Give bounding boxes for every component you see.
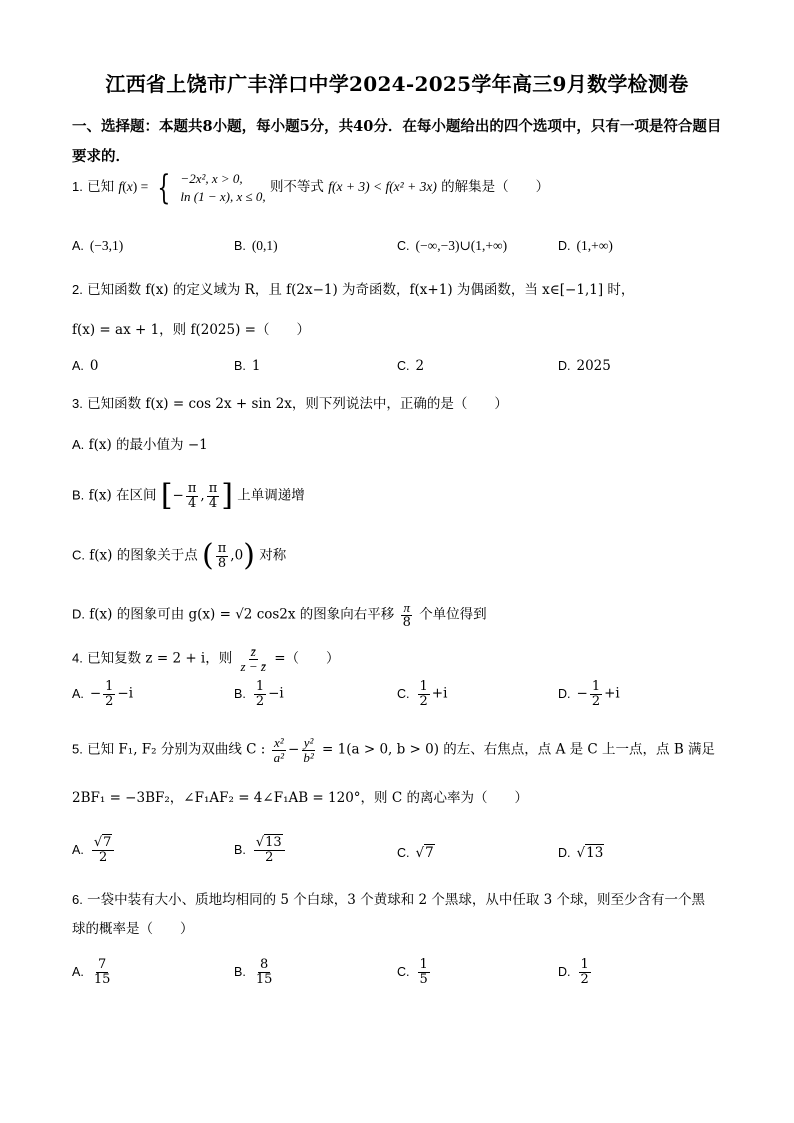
piece-2: ln (1 − x), x ≤ 0, — [180, 188, 266, 204]
option-d-pre: f(x) 的图象可由 g(x) = √2 cos2x 的图象向右平移 — [89, 606, 395, 623]
inequality: f(x + 3) < f(x² + 3x) — [328, 179, 437, 195]
question-number: 3. — [72, 396, 83, 411]
option-b[interactable]: B. 1 — [234, 358, 261, 374]
options-q5 — [72, 836, 722, 876]
option-a[interactable]: A. − $\frac{1}{2}$ −i — [72, 679, 134, 709]
question-line-2: 球的概率是（ ） — [72, 921, 194, 937]
option-d-post: 个单位得到 — [419, 606, 487, 623]
question-line-2: f(x) = ax + 1，则 f(2025) =（ ） — [72, 322, 310, 338]
question-stem-post: =（ ） — [274, 650, 340, 667]
option-b-pre: f(x) 在区间 — [88, 487, 157, 504]
option-d[interactable]: D. (1,+∞) — [558, 238, 613, 253]
option-d[interactable]: D. $\frac{1}{2}$ — [558, 957, 589, 987]
question-line-1-post: = 1(a > 0, b > 0) 的左、右焦点，点 A 是 C 上一点，点 B 满足 — [322, 741, 716, 758]
question-number: 4. — [72, 650, 83, 666]
option-b-post: 上单调递增 — [237, 487, 305, 504]
option-c-post: 对称 — [259, 547, 287, 564]
question-line-1: 一袋中装有大小、质地均相同的 5 个白球，3 个黄球和 2 个黑球，从中任取 3 个球，则至少含有一个黑 — [87, 892, 706, 908]
option-c[interactable]: C. 2 — [397, 358, 425, 374]
question-4: 4. 已知复数 z = 2 + i，则 $\frac{z̄}{z - z̄}$ =（ ） — [72, 644, 340, 674]
option-c-pre: f(x) 的图象关于点 — [89, 547, 198, 564]
page-title: 江西省上饶市广丰洋口中学2024-2025学年高三9月数学检测卷 — [105, 72, 689, 96]
options-q6 — [72, 958, 722, 998]
question-number: 1. — [72, 179, 83, 195]
option-b[interactable]: B. $\frac{1}{2}$ −i — [234, 679, 284, 709]
cases-brace: { — [157, 167, 171, 208]
question-line-1: 已知函数 f(x) 的定义域为 R，且 f(2x−1) 为奇函数，f(x+1) 为偶函数，当 x∈[−1,1] 时， — [87, 282, 635, 298]
question-line-2: 2BF₁ = −3BF₂，∠F₁AF₂ = 4∠F₁AB = 120°，则 C 的离心率为（ ） — [72, 790, 528, 806]
piecewise-cases — [180, 170, 265, 205]
question-2-line-2 — [72, 322, 310, 338]
option-c[interactable]: C. $\frac{1}{2}$ +i — [397, 679, 448, 709]
question-stem-pre: 已知复数 z = 2 + i，则 — [87, 650, 233, 667]
option-a[interactable]: A. 0 — [72, 358, 99, 374]
question-5-line-2 — [72, 790, 528, 806]
question-stem-suffix: 的解集是（ ） — [441, 179, 550, 196]
option-a-text: f(x) 的最小值为 −1 — [88, 437, 208, 453]
option-a[interactable]: A. $\frac{7}{15}$ — [72, 957, 111, 987]
options-q4 — [72, 680, 722, 720]
section-heading: 一、选择题：本题共8小题，每小题5分，共40分．在每小题给出的四个选项中，只有一项是符合题目要求的． — [72, 118, 722, 165]
option-b[interactable]: B. $\frac{8}{15}$ — [234, 957, 273, 987]
option-c[interactable]: C. √7 — [397, 845, 434, 861]
piece-1: −2x², x > 0, — [180, 171, 243, 186]
question-3 — [72, 396, 508, 412]
question-5: 5. 已知 F₁, F₂ 分别为双曲线 C : $\frac{\text{x²}}{\text{a²}}$ − $\frac{\text{y²}}{\text{b²}}$ = 1(a > 0, b > 0) 的左、右焦点，点 A 是 C 上一点，点 B 满足 — [72, 735, 716, 765]
function-label: f(x) = — [118, 179, 149, 195]
option-d[interactable]: D. − $\frac{1}{2}$ +i — [558, 679, 620, 709]
option-d[interactable]: D. 2025 — [558, 358, 611, 374]
question-6 — [72, 892, 705, 908]
option-c[interactable]: C. f(x) 的图象关于点 ( $\frac{\pi}{8}$ ,0) 对称 — [72, 538, 287, 573]
question-6-line-2 — [72, 921, 194, 937]
option-a[interactable]: A. f(x) 的最小值为 −1 — [72, 437, 208, 453]
option-b[interactable]: B. (0,1) — [234, 238, 278, 253]
question-2 — [72, 282, 634, 298]
interval-bracket-right: ] — [221, 478, 233, 513]
option-d[interactable]: D. √13 — [558, 845, 604, 861]
option-b[interactable]: B. f(x) 在区间 [− $\frac{\pi}{4}$ , $\frac{\pi}{4}$ ] 上单调递增 — [72, 478, 305, 513]
options-q1 — [72, 238, 722, 278]
question-stem-prefix: 已知 — [87, 179, 115, 196]
options-q2 — [72, 358, 722, 398]
interval-bracket-left: [ — [160, 478, 173, 513]
question-line-1-pre: 已知 F₁, F₂ 分别为双曲线 C : — [87, 741, 266, 758]
option-b[interactable]: B. $\frac{√13}{2}$ — [234, 836, 287, 864]
option-a[interactable]: A. $\frac{√7}{2}$ — [72, 836, 116, 864]
question-number: 6. — [72, 892, 83, 907]
question-number: 5. — [72, 741, 83, 757]
question-number: 2. — [72, 282, 83, 297]
question-stem-mid: 则不等式 — [269, 179, 324, 196]
option-d[interactable]: D. f(x) 的图象可由 g(x) = √2 cos2x 的图象向右平移 $\frac{\pi}{8}$ 个单位得到 — [72, 600, 487, 630]
question-stem: 已知函数 f(x) = cos 2x + sin 2x，则下列说法中，正确的是（ ） — [87, 396, 508, 412]
option-c[interactable]: C. $\frac{1}{5}$ — [397, 957, 428, 987]
option-c[interactable]: C. (−∞,−3)∪(1,+∞) — [397, 238, 508, 253]
question-1 — [72, 167, 550, 208]
option-a[interactable]: A. (−3,1) — [72, 238, 124, 253]
